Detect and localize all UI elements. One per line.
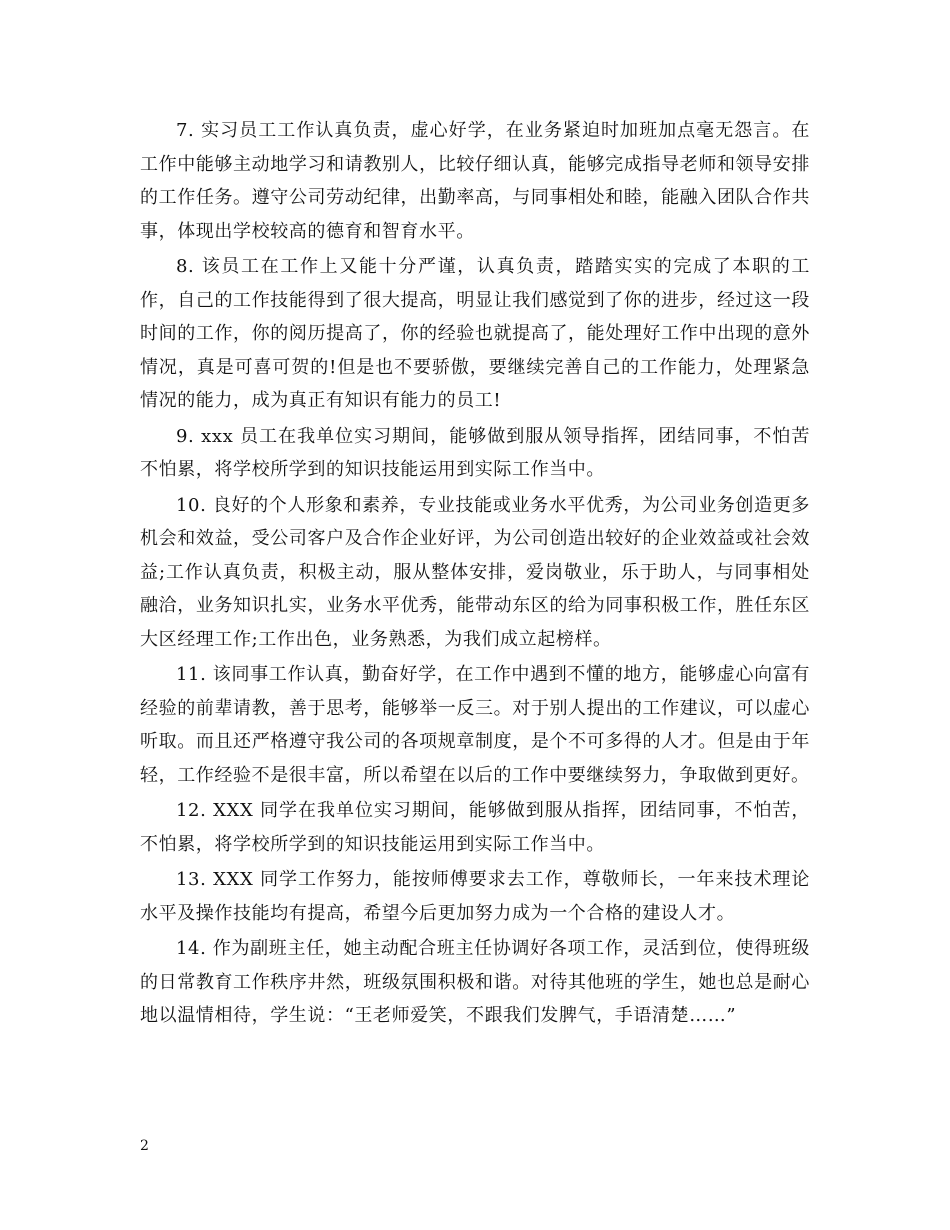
paragraph-9: 9. xxx 员工在我单位实习期间，能够做到服从领导指挥，团结同事，不怕苦不怕累，将学校所学到的知识技能运用到实际工作当中。 <box>140 425 810 480</box>
paragraph-14: 14. 作为副班主任，她主动配合班主任协调好各项工作，灵活到位，使得班级的日常教育工作秩序井然，班级氛围积极和谐。对待其他班的学生，她也总是耐心地以温情相待，学生说：“王老师爱笑，不跟我们发脾气，手语清楚……” <box>140 938 810 1026</box>
page-number: 2 <box>140 1138 149 1154</box>
paragraph-13: 13. XXX 同学工作努力，能按师傅要求去工作，尊敬师长，一年来技术理论水平及操作技能均有提高，希望今后更加努力成为一个合格的建设人才。 <box>140 869 810 924</box>
document-body <box>140 114 810 1035</box>
paragraph-10: 10. 良好的个人形象和素养，专业技能或业务水平优秀，为公司业务创造更多机会和效益，受公司客户及合作企业好评，为公司创造出较好的企业效益或社会效益;工作认真负责，积极主动，服从整体安排，爱岗敬业，乐于助人，与同事相处融洽，业务知识扎实，业务水平优秀，能带动东区的给为同事积极工作，胜任东区大区经理工作;工作出色，业务熟悉，为我们成立起榜样。 <box>140 494 810 650</box>
paragraph-11: 11. 该同事工作认真，勤奋好学，在工作中遇到不懂的地方，能够虚心向富有经验的前辈请教，善于思考，能够举一反三。对于别人提出的工作建议，可以虚心听取。而且还严格遵守我公司的各项规章制度，是个不可多得的人才。但是由于年轻，工作经验不是很丰富，所以希望在以后的工作中要继续努力，争取做到更好。 <box>140 664 810 786</box>
paragraph-8: 8. 该员工在工作上又能十分严谨，认真负责，踏踏实实的完成了本职的工作，自己的工作技能得到了很大提高，明显让我们感觉到了你的进步，经过这一段时间的工作，你的阅历提高了，你的经验也就提高了，能处理好工作中出现的意外情况，真是可喜可贺的!但是也不要骄傲，要继续完善自己的工作能力，处理紧急情况的能力，成为真正有知识有能力的员工! <box>140 256 810 411</box>
paragraph-12: 12. XXX 同学在我单位实习期间，能够做到服从指挥，团结同事，不怕苦，不怕累，将学校所学到的知识技能运用到实际工作当中。 <box>140 800 810 855</box>
paragraph-7: 7. 实习员工工作认真负责，虚心好学，在业务紧迫时加班加点毫无怨言。在工作中能够主动地学习和请教别人，比较仔细认真，能够完成指导老师和领导安排的工作任务。遵守公司劳动纪律，出勤率高，与同事相处和睦，能融入团队合作共事，体现出学校较高的德育和智育水平。 <box>140 120 810 242</box>
